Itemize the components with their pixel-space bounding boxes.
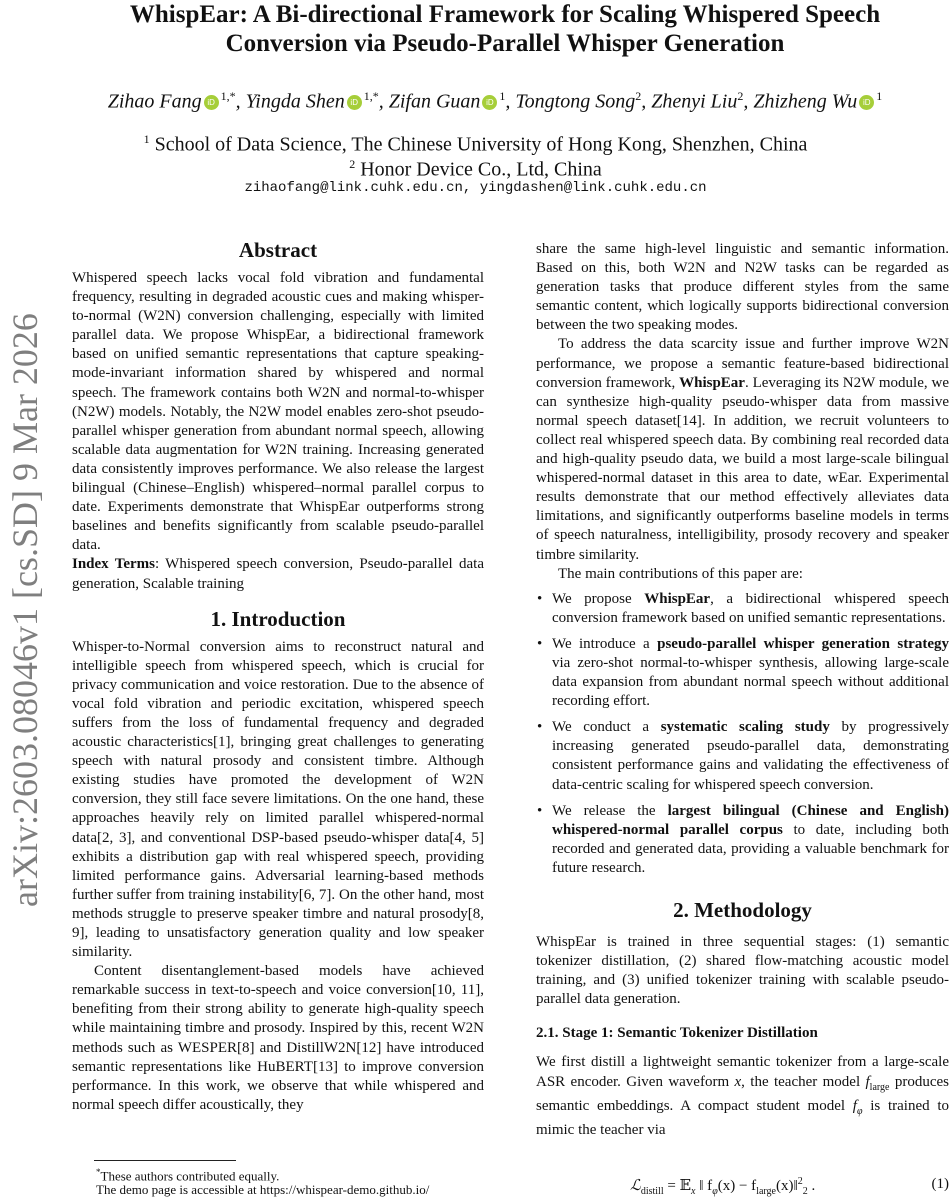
author-affiliation-mark: 1 (499, 89, 506, 103)
eq-body-2: (x) − f (717, 1178, 757, 1194)
contribution-bold: largest bilingual (Chinese and English) whispered-normal parallel corpus (552, 802, 949, 838)
intro-paragraph-4: The main contributions of this paper are: (558, 565, 803, 582)
author-affiliation-mark: 2 (635, 89, 642, 103)
right-column (536, 240, 949, 1140)
intro-paragraph-2: Content disentanglement-based models have achieved remarkable success in text-to-speech and voice conversion[10, 11], benefiting from their strong ability to generate high-quality speech while maintaining timbre and prosody. Inspired by this, recent W2N methods such as WESPER[8] and DistillW2N[12] have introduced semantic representations like HuBERT[13] to improve conversion performance. In this work, we observe that while whispered and normal speech differ acoustically, they (72, 963, 484, 1113)
p3-text-a: To address the data scarcity issue and further improve W2N performance, we propose a semantic feature-based bidirectional conversion framework, (536, 336, 949, 391)
m2-d: is trained to mimic the teacher via (536, 1097, 950, 1138)
m2-b: , the teacher model (741, 1073, 866, 1090)
eq-end: . (807, 1178, 816, 1194)
method-paragraph-1: WhispEar is trained in three sequential stages: (1) semantic tokenizer distillation, (2) shared flow-matching acoustic model training, and (3) unified tokenizer training with scalable pseudo-parallel data generation. (536, 934, 949, 1008)
eq-expect-sub: x (691, 1186, 696, 1197)
title-line-2: Conversion via Pseudo-Parallel Whisper Generation (225, 30, 785, 57)
orcid-icon[interactable]: iD (347, 95, 362, 110)
contribution-post: by progressively increasing generated pseudo-parallel data, demonstrating consistent performance gains and validating the effectiveness of data-centric scaling for whispered speech conversion. (552, 719, 949, 793)
author-affiliation-mark: 1 (876, 89, 883, 103)
orcid-icon[interactable]: iD (482, 95, 497, 110)
var-f: f (865, 1073, 870, 1090)
affiliation-2-text: Honor Device Co., Ltd, China (360, 158, 602, 181)
eq-lhs: ℒ (630, 1178, 641, 1194)
contribution-item (536, 718, 949, 794)
eq-expect: = 𝔼 (663, 1178, 692, 1194)
intro-paragraph-1: Whisper-to-Normal conversion aims to reconstruct natural and intelligible speech from whispered speech, which is crucial for privacy communication and voice restoration. Due to the absence of vocal fold vibration and periodic excitation, whispered speech suffers from the loss of fundamental frequency and degraded acoustic characteristics[1], bringing great challenges to generating speech with natural prosody and consistent timbre. Although existing studies have promoted the development of W2N conversion, they still face severe limitations. On the one hand, these approaches heavily rely on limited parallel whispered-normal data[2, 3], and conventional DSP-based pseudo-whisper data[4, 5] exhibits a distribution gap with real whispered speech, providing limited performance gains. Adversarial learning-based methods further suffer from training instability[6, 7]. On the other hand, most methods struggle to preserve speaker timbre and natural prosody[8, 9], leading to unsatisfactory generation quality and low speaker similarity. (72, 638, 484, 961)
equation-number: (1) (931, 1176, 949, 1192)
affiliation-2-mark: 2 (349, 157, 356, 171)
methodology-heading: 2. Methodology (673, 898, 812, 922)
eq-body-1: ‖ f (695, 1178, 713, 1194)
contribution-item (536, 635, 949, 711)
contribution-list (536, 590, 949, 878)
introduction-heading: 1. Introduction (210, 606, 346, 631)
author-affiliation-mark: 2 (737, 89, 744, 103)
contribution-item (536, 590, 949, 628)
author-name: Zhizheng Wu (753, 90, 858, 113)
email-addresses[interactable]: zihaofang@link.cuhk.edu.cn, yingdashen@link.cuhk.edu.cn (244, 180, 707, 196)
author-list (40, 84, 950, 114)
contribution-pre: We introduce a (552, 635, 658, 652)
arxiv-stamp: arXiv:2603.08046v1 [cs.SD] 9 Mar 2026 (5, 313, 45, 907)
m2-a: We first distill a lightweight semantic tokenizer from a large-scale ASR encoder. Given waveform (536, 1054, 949, 1090)
sub-large: large (869, 1081, 890, 1093)
author-name: Yingda Shen (245, 90, 345, 113)
intro-paragraph-3 (536, 335, 949, 564)
contribution-bold: WhispEar (644, 590, 711, 607)
footnote-1-mark: * (96, 1167, 101, 1177)
footnote-1-text: These authors contributed equally. (100, 1168, 280, 1184)
orcid-icon[interactable]: iD (859, 95, 874, 110)
author-separator: , (378, 90, 389, 113)
author-separator: , (743, 90, 754, 113)
contribution-post: via zero-shot normal-to-whisper synthesis, allowing large-scale data expansion from abundant normal speech without additional recording effort. (552, 654, 949, 710)
index-terms (72, 555, 484, 593)
orcid-icon[interactable]: iD (204, 95, 219, 110)
author-separator: , (235, 90, 246, 113)
author-affiliation-mark: 1,* (220, 89, 236, 103)
contribution-bold: pseudo-parallel whisper generation strategy (657, 635, 949, 652)
eq-sub-large: large (756, 1186, 776, 1197)
author-name: Zhenyi Liu (651, 90, 738, 113)
var-f-phi: f (852, 1097, 857, 1114)
author-name: Zihao Fang (107, 90, 202, 113)
left-column (72, 236, 484, 1115)
author-name: Tongtong Song (515, 90, 636, 113)
contribution-item (536, 802, 949, 878)
equation-1 (536, 1176, 949, 1200)
method-paragraph-2 (536, 1053, 949, 1139)
contribution-pre: We release the (552, 802, 668, 819)
author-affiliation-mark: 1,* (363, 89, 379, 103)
index-terms-text: : Whispered speech conversion, Pseudo-parallel data generation, Scalable training (72, 556, 484, 592)
paper-title (60, 0, 950, 58)
equation-body (630, 1176, 815, 1197)
author-name: Zifan Guan (388, 90, 481, 113)
affiliation-1-mark: 1 (143, 132, 150, 146)
footnote-2[interactable]: The demo page is accessible at https://whispear-demo.github.io/ (96, 1182, 430, 1197)
index-terms-label: Index Terms (72, 556, 155, 573)
eq-power: 2 (797, 1176, 803, 1187)
title-line-1: WhispEar: A Bi-directional Framework for Scaling Whispered Speech (129, 1, 881, 28)
contribution-post: to date, including both recorded and generated data, providing a valuable benchmark for future research. (552, 821, 949, 876)
abstract-heading: Abstract (238, 238, 318, 262)
sub-phi: φ (856, 1105, 863, 1117)
footnote-rule (94, 1160, 236, 1161)
contribution-post: , a bidirectional whispered speech conversion framework based on unified semantic representations. (552, 590, 950, 626)
eq-lhs-sub: distill (640, 1186, 664, 1197)
contribution-bold: systematic scaling study (660, 719, 830, 736)
author-separator: , (505, 90, 516, 113)
p3-text-b: . Leveraging its N2W module, we can synthesize high-quality pseudo-whisper data from massive normal speech dataset[14]. In addition, we recruit volunteers to collect real whispered speech data. By combining real recorded data and high-quality pseudo data, we build a most large-scale bilingual whispered-normal dataset in this area to date, wEar. Experimental results demonstrate that our method effectively alleviates data limitations, and significantly outperforms baseline models in terms of speech naturalness, intelligibility, prosody recovery and speaker timbre similarity. (536, 374, 949, 563)
affiliation-1-text: School of Data Science, The Chinese University of Hong Kong, Shenzhen, China (154, 133, 808, 156)
author-separator: , (641, 90, 652, 113)
var-x: x (734, 1073, 742, 1090)
eq-norm-sub: 2 (802, 1186, 808, 1197)
affiliation-2 (0, 152, 951, 182)
p3-bold: WhispEar (679, 374, 745, 391)
contribution-pre: We conduct a (552, 719, 661, 736)
subsection-2-1-heading: 2.1. Stage 1: Semantic Tokenizer Distillation (536, 1025, 818, 1042)
eq-sub-phi: φ (712, 1186, 718, 1197)
abstract-text: Whispered speech lacks vocal fold vibration and fundamental frequency, resulting in degraded acoustic cues and making whisper-to-normal (W2N) conversion challenging, especially with limited parallel data. We propose WhispEar, a bidirectional framework based on unified semantic representations that capture speaking-mode-invariant information shared by whispered and normal speech. The framework contains both W2N and normal-to-whisper (N2W) models. Notably, the N2W model enables zero-shot pseudo-parallel whisper generation from abundant normal speech, allowing scalable data augmentation for W2N training. Increasing generated data consistently improves performance. We also release the largest bilingual (Chinese–English) whispered–normal parallel corpus to date. Experiments demonstrate that WhispEar outperforms strong baselines and benefits significantly from scalable pseudo-parallel data. (72, 270, 484, 554)
m2-c: produces semantic embeddings. A compact student model (536, 1073, 949, 1114)
intro-paragraph-2-continued: share the same high-level linguistic and semantic information. Based on this, both W2N and N2W tasks can be regarded as generation tasks that produce different styles from the same semantic content, which logically supports bidirectional conversion between the two speaking modes. (536, 241, 949, 334)
contribution-pre: We propose (552, 590, 645, 607)
eq-body-3: (x)‖ (776, 1178, 798, 1194)
